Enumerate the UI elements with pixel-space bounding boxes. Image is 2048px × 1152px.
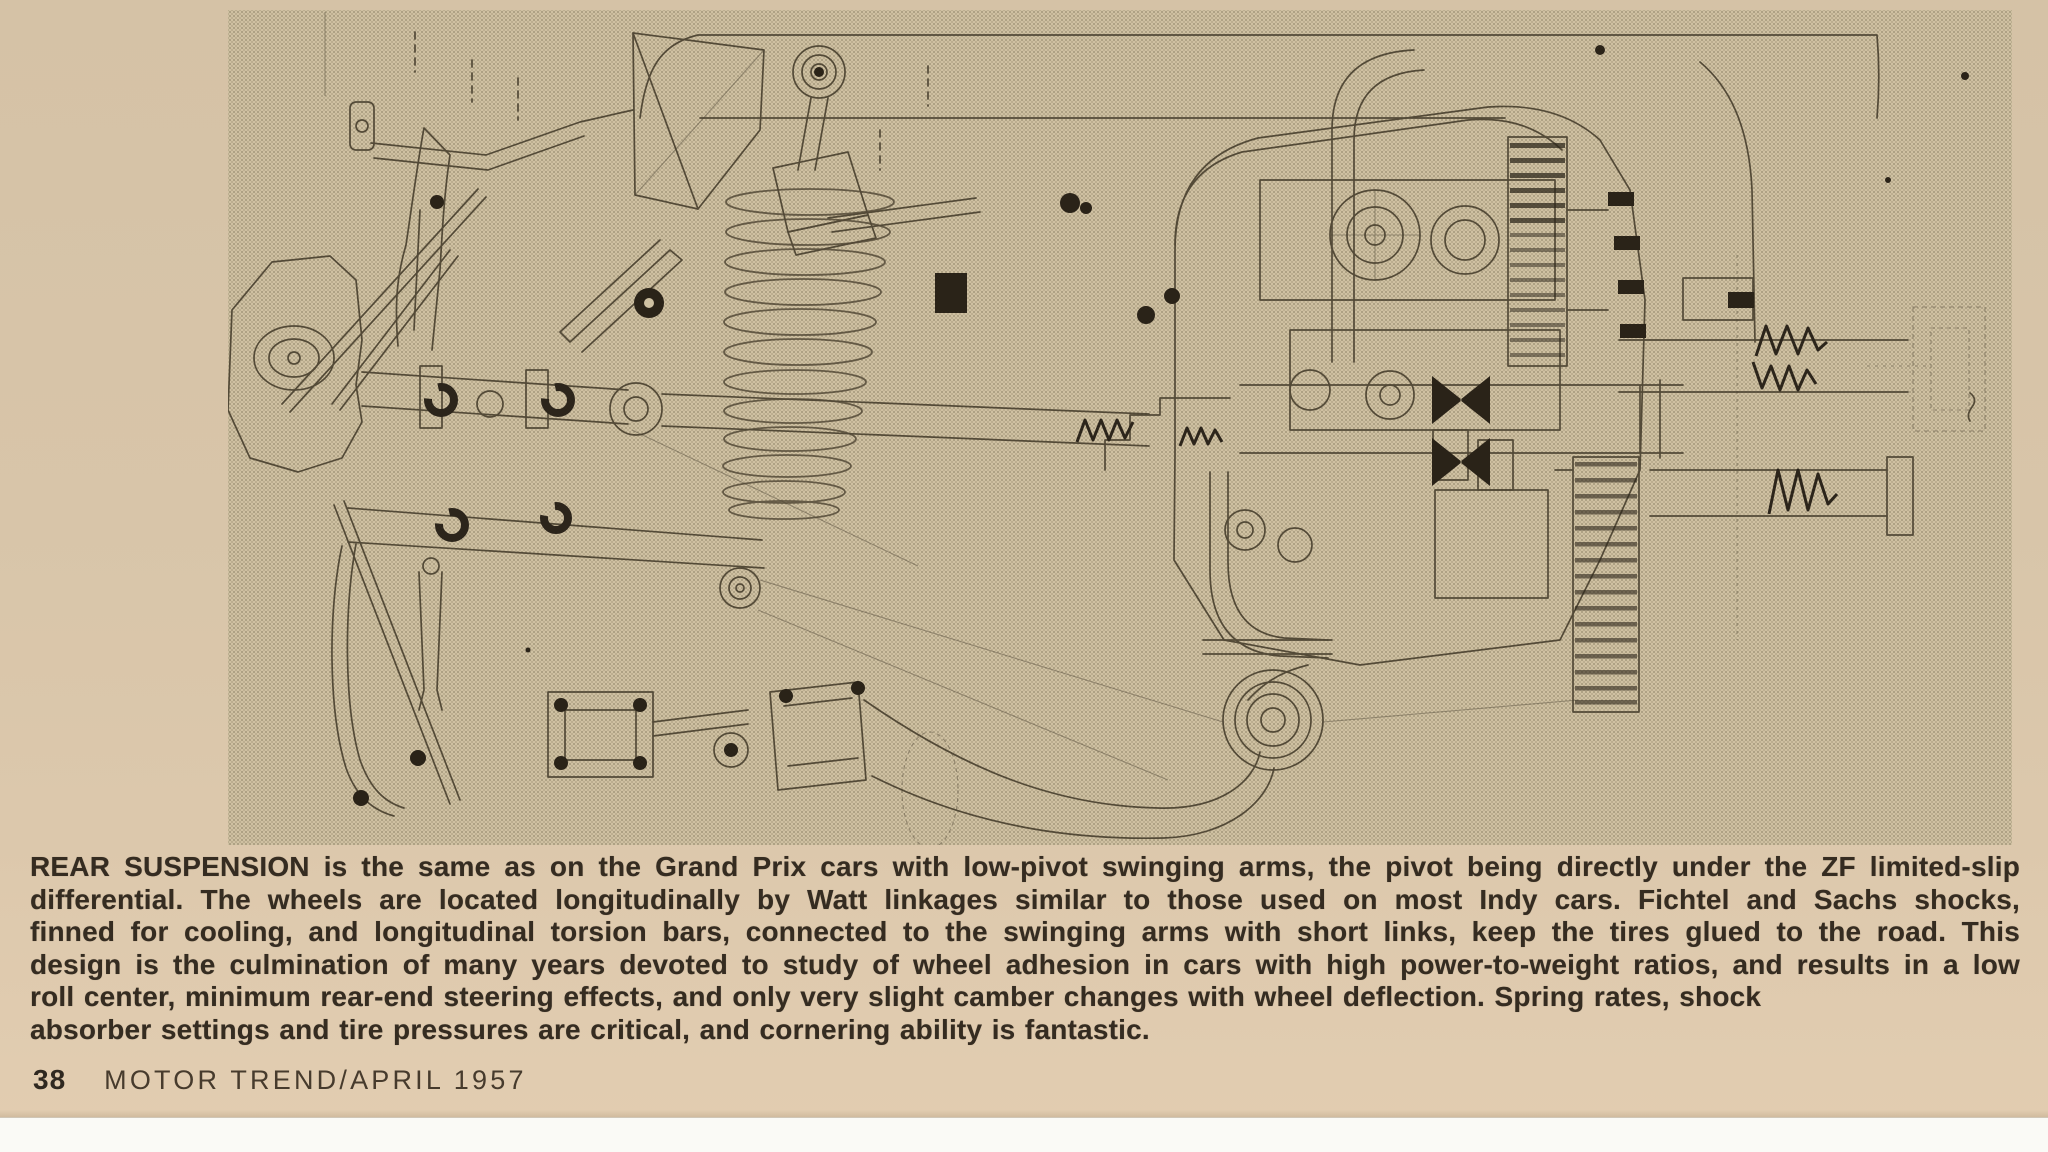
caption-line: design is the culmination of many years devoted to study of wheel adhesion in cars with high power-to-weight ratios, and results in a low [30, 948, 2020, 980]
caption-line: finned for cooling, and longitudinal torsion bars, connected to the swinging arms with short links, keep the tires glued to the road. This [30, 916, 2020, 947]
universal-joint [610, 383, 662, 435]
radius-rod-lower [334, 501, 460, 804]
caption-line: REAR SUSPENSION is the same as on the Grand Prix cars with low-pivot swinging arms, the pivot being directly under the ZF limited-slip [30, 851, 2020, 882]
bell-housing [1332, 50, 1414, 362]
construction-lines [325, 12, 1985, 845]
caption-line: absorber settings and tire pressures are critical, and cornering ability is fantastic. [30, 1013, 1150, 1045]
caption-line: differential. The wheels are located longitudinally by Watt linkages similar to those used on most Indy cars. Fichtel and Sachs shocks, [30, 883, 2020, 915]
output-shaft [1240, 380, 1683, 458]
torsion-bar-tube [348, 508, 764, 568]
page-footer [33, 1062, 527, 1098]
cv-boot [1077, 420, 1133, 442]
low-pivot [1223, 670, 1323, 770]
caption-line: roll center, minimum rear-end steering effects, and only very slight camber changes with wheel deflection. Spring rates, shock [30, 981, 1762, 1012]
technical-drawing-svg [228, 10, 2012, 845]
spring-seat-plate [828, 198, 980, 232]
magazine-title: MOTOR TREND/APRIL 1957 [104, 1064, 527, 1095]
halfshaft [662, 394, 1149, 446]
page-number: 38 [33, 1064, 67, 1095]
swing-arm [864, 700, 1260, 808]
coil-spring [723, 189, 894, 519]
link-bracket [560, 240, 682, 352]
scan-background [0, 1117, 2048, 1152]
photo-caption [30, 851, 2020, 1046]
suspension-illustration [228, 10, 2012, 845]
main-linework [228, 32, 1975, 838]
air-duct [633, 33, 764, 209]
dark-details [428, 326, 1837, 538]
cv-boot-right-upper [1756, 326, 1827, 356]
cv-boot-right-lower [1769, 470, 1837, 514]
